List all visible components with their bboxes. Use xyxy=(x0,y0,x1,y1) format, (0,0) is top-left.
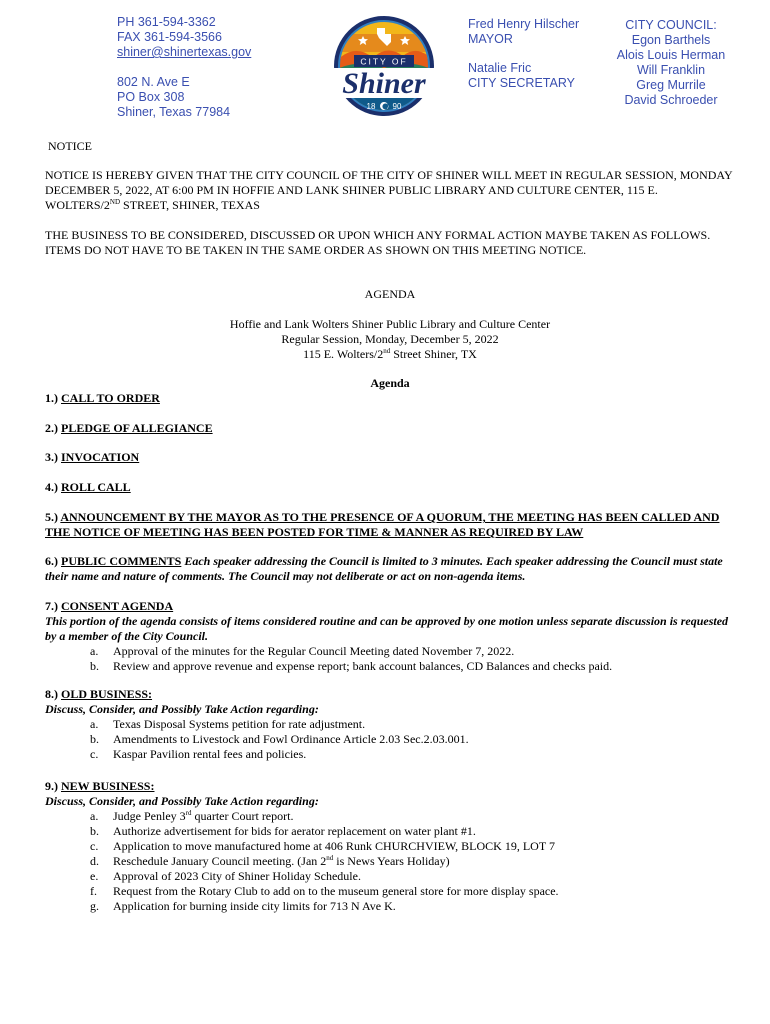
section-public-comments: 6.) PUBLIC COMMENTS Each speaker addressing the Council is limited to 3 minutes. Each speaker addressing the Council must state their name and nature of comments. The Council may not deliberate or act on non-agenda items. xyxy=(45,554,723,583)
venue-line-1: Hoffie and Lank Wolters Shiner Public Library and Culture Center xyxy=(229,317,551,331)
list-item: b. Authorize advertisement for bids for aerator replacement on water plant #1. xyxy=(90,824,476,838)
secretary-title: CITY SECRETARY xyxy=(468,76,575,90)
section-old-business: 8.) OLD BUSINESS: Discuss, Consider, and Possibly Take Action regarding: a. Texas Disposal Systems petition for rate adjustment. b. Amendments to Livestock and Fowl Ordinance Article 2.03 Sec.2.03.001. c. Kaspar Pavilion rental fees and policies. xyxy=(45,687,735,762)
list-item: c. Kaspar Pavilion rental fees and policies. xyxy=(90,747,307,761)
logo-year-left: 18 xyxy=(366,102,376,111)
section-invocation: 3.) INVOCATION xyxy=(45,450,140,464)
council-member: Greg Murrile xyxy=(636,78,706,92)
section-consent-agenda: 7.) CONSENT AGENDA This portion of the agenda consists of items considered routine and can be approved by one motion unless separate discussion is requested by a member of the City Council. a. Approval of the minutes for the Regular Council Meeting dated November 7, 2022. b. Review and approve revenue and expense report; bank account balances, CD Balances and checks paid. xyxy=(45,599,735,674)
address-line-1: 802 N. Ave E xyxy=(117,75,190,89)
agenda-subheading: Agenda xyxy=(370,376,410,390)
phone-number: PH 361-594-3362 xyxy=(117,15,216,29)
contact-block xyxy=(117,15,251,120)
list-item: g. Application for burning inside city limits for 713 N Ave K. xyxy=(90,899,396,913)
officials-block xyxy=(468,17,579,91)
mayor-name: Fred Henry Hilscher xyxy=(468,17,580,31)
council-member: Alois Louis Herman xyxy=(616,48,726,62)
section-new-business: 9.) NEW BUSINESS: Discuss, Consider, and Possibly Take Action regarding: a. Judge Penley 3rd quarter Court report. b. Authorize advertisement for bids for aerator replacement on water plant #1. c. Application to move manufactured home at 406 Runk CHURCHVIEW, BLOCK 19, LOT 7 d. Reschedule January Council meeting. (Jan 2nd is News Years Holiday) e. Approval of 2023 City of Shiner Holiday Schedule. f. Request from the Rotary Club to add on to the museum general store for more display space. g. Application for burning inside city limits for 713 N Ave K. xyxy=(45,779,735,914)
address-line-3: Shiner, Texas 77984 xyxy=(117,105,231,119)
list-item: a. Judge Penley 3rd quarter Court report. xyxy=(90,809,294,823)
list-item: d. Reschedule January Council meeting. (Jan 2nd is News Years Holiday) xyxy=(90,854,450,868)
old-business-description: Discuss, Consider, and Possibly Take Action regarding: xyxy=(45,702,319,716)
section-roll-call: 4.) ROLL CALL xyxy=(45,480,131,494)
new-business-description: Discuss, Consider, and Possibly Take Action regarding: xyxy=(45,794,319,808)
notice-paragraph-2: THE BUSINESS TO BE CONSIDERED, DISCUSSED OR UPON WHICH ANY FORMAL ACTION MAYBE TAKEN AS FOLLOWS. ITEMS DO NOT HAVE TO BE TAKEN IN THE SAME ORDER AS SHOWN ON THIS MEETING NOTICE. xyxy=(45,228,711,257)
notice-paragraph-1: NOTICE IS HEREBY GIVEN THAT THE CITY COUNCIL OF THE CITY OF SHINER WILL MEET IN REGULAR SESSION, MONDAY DECEMBER 5, 2022, AT 6:00 PM IN HOFFIE AND LANK SHINER PUBLIC LIBRARY AND CULTURE CENTER, 115 E. WOLTERS/2ND STREET, SHINER, TEXAS xyxy=(45,168,733,212)
fax-number: FAX 361-594-3566 xyxy=(117,30,222,44)
council-block xyxy=(592,18,750,108)
secretary-name: Natalie Fric xyxy=(468,61,532,75)
agenda-heading: AGENDA xyxy=(364,287,416,301)
council-member: Will Franklin xyxy=(636,63,706,77)
council-member: David Schroeder xyxy=(624,93,718,107)
logo-year-right: 90 xyxy=(392,102,402,111)
consent-description: This portion of the agenda consists of items considered routine and can be approved by one motion unless separate discussion is requested by a member of the City Council. xyxy=(45,614,729,643)
venue-line-3: 115 E. Wolters/2nd Street Shiner, TX xyxy=(303,347,477,361)
address-line-2: PO Box 308 xyxy=(117,90,185,104)
list-item: a. Approval of the minutes for the Regular Council Meeting dated November 7, 2022. xyxy=(90,644,515,658)
council-title: CITY COUNCIL: xyxy=(625,18,717,32)
list-item: b. Review and approve revenue and expense report; bank account balances, CD Balances and checks paid. xyxy=(90,659,613,673)
city-seal-logo xyxy=(325,14,443,124)
list-item: b. Amendments to Livestock and Fowl Ordinance Article 2.03 Sec.2.03.001. xyxy=(90,732,469,746)
council-member: Egon Barthels xyxy=(631,33,711,47)
notice-label: NOTICE xyxy=(48,139,92,153)
section-pledge: 2.) PLEDGE OF ALLEGIANCE xyxy=(45,421,213,435)
venue-line-2: Regular Session, Monday, December 5, 2022 xyxy=(281,332,499,346)
logo-city-of: CITY OF xyxy=(360,56,408,67)
logo-city-name: Shiner xyxy=(342,67,426,100)
list-item: e. Approval of 2023 City of Shiner Holiday Schedule. xyxy=(90,869,361,883)
list-item: a. Texas Disposal Systems petition for rate adjustment. xyxy=(90,717,366,731)
section-call-to-order: 1.) CALL TO ORDER xyxy=(45,391,160,405)
venue-block xyxy=(45,317,735,362)
list-item: c. Application to move manufactured home at 406 Runk CHURCHVIEW, BLOCK 19, LOT 7 xyxy=(90,839,555,853)
section-announcement: 5.) ANNOUNCEMENT BY THE MAYOR AS TO THE PRESENCE OF A QUORUM, THE MEETING HAS BEEN CALLED AND THE NOTICE OF MEETING HAS BEEN POSTED FOR TIME & MANNER AS REQUIRED BY LAW xyxy=(45,510,720,539)
email-link[interactable]: shiner@shinertexas.gov xyxy=(117,45,252,59)
mayor-title: MAYOR xyxy=(468,32,513,46)
list-item: f. Request from the Rotary Club to add on to the museum general store for more display space. xyxy=(90,884,559,898)
